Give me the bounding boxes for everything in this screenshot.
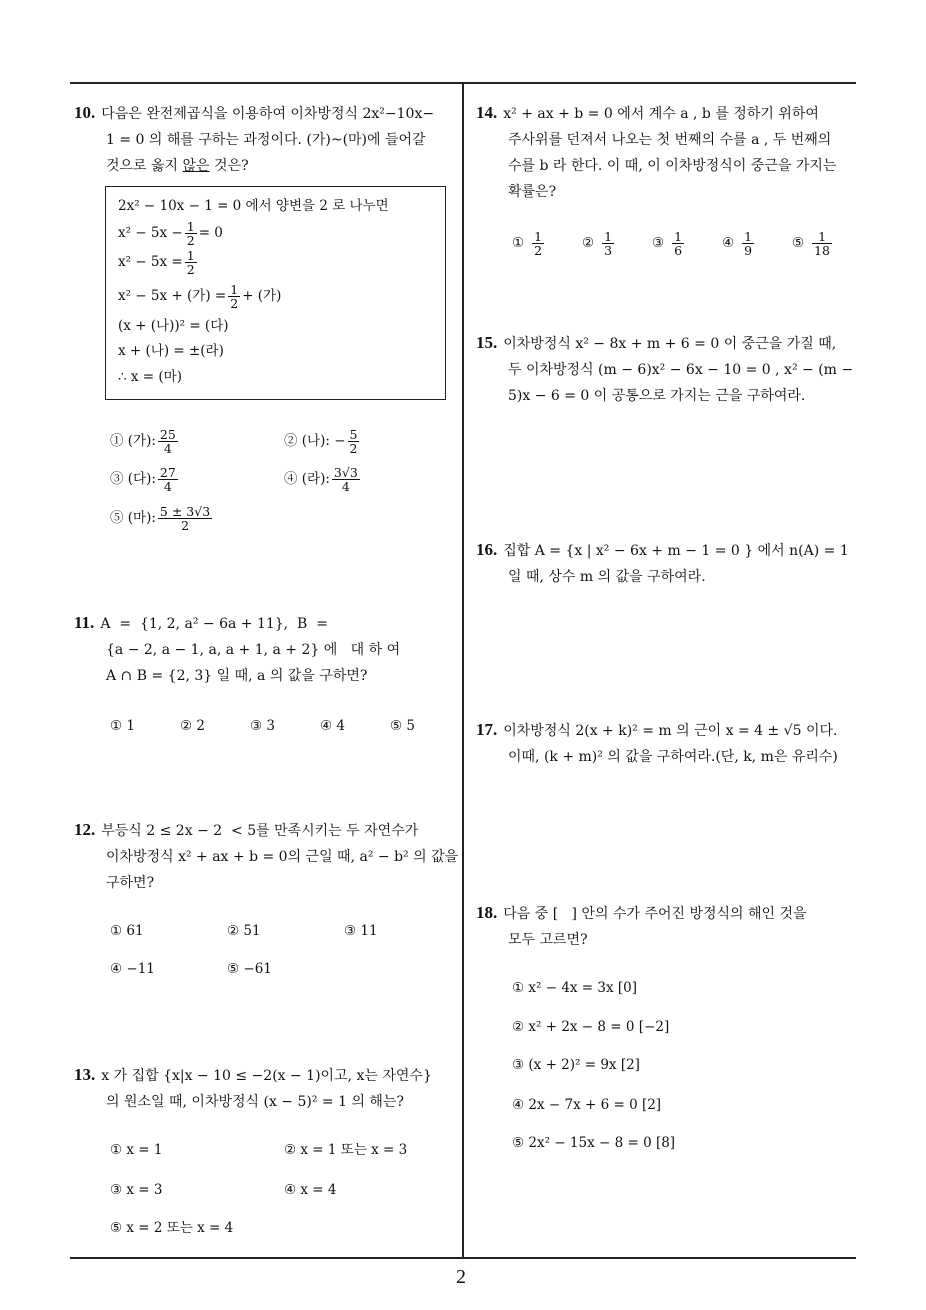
box-line: ∴ x = (마) — [118, 369, 182, 385]
option-1[interactable]: ① x² − 4x = 3x [0] — [512, 980, 638, 996]
option-4[interactable]: ④ −11 — [110, 961, 155, 977]
option-3[interactable]: ③ 3 — [250, 718, 275, 734]
option-2[interactable]: ② $\frac{1}{3}$ — [582, 229, 613, 258]
option-1[interactable]: ① $\frac{1}{2}$ — [512, 229, 543, 258]
question-text: 다음 중 [ ] 안의 수가 주어진 방정식의 해인 것을 — [503, 906, 807, 922]
option-2[interactable]: ② x = 1 또는 x = 3 — [284, 1142, 408, 1158]
question-13 — [74, 1062, 456, 1115]
box-line: x² − 5x = $\frac{1}{2}$ — [118, 248, 195, 277]
option-5[interactable]: ⑤ x = 2 또는 x = 4 — [110, 1220, 234, 1236]
question-11 — [74, 610, 456, 689]
question-text: 일 때, 상수 m 의 값을 구하여라. — [508, 569, 706, 585]
option-4[interactable]: ④ 2x − 7x + 6 = 0 [2] — [512, 1097, 662, 1113]
question-text: 모두 고르면? — [508, 932, 588, 948]
option-3[interactable]: ③ (다): $\frac{27}{4}$ — [110, 465, 176, 494]
question-17 — [476, 717, 860, 770]
option-5[interactable]: ⑤ −61 — [227, 961, 272, 977]
question-number: 16. — [476, 540, 498, 559]
question-text: 것은? — [209, 158, 249, 174]
bottom-rule — [70, 1257, 856, 1259]
question-text: A = {1, 2, a² − 6a + 11}, B = — [100, 616, 328, 632]
option-5[interactable]: ⑤ 2x² − 15x − 8 = 0 [8] — [512, 1135, 676, 1151]
option-2[interactable]: ② x² + 2x − 8 = 0 [−2] — [512, 1019, 670, 1035]
option-4[interactable]: ④ 4 — [320, 718, 345, 734]
question-text: 집합 A = {x | x² − 6x + m − 1 = 0 } 에서 n(A) = 1 — [503, 543, 849, 559]
question-text: 1 = 0 의 해를 구하는 과정이다. (가)~(마)에 들어갈 — [106, 132, 426, 148]
option-5[interactable]: ⑤ (마): $\frac{5 \pm 3√3}{2}$ — [110, 504, 211, 533]
question-12 — [74, 817, 459, 896]
question-text: 부등식 2 ≤ 2x − 2 < 5를 만족시키는 두 자연수가 — [101, 823, 419, 839]
question-text: 확률은? — [508, 184, 557, 200]
box-line: x + (나) = ±(라) — [118, 343, 224, 359]
option-3[interactable]: ③ $\frac{1}{6}$ — [652, 229, 683, 258]
question-text: x 가 집합 {x|x − 10 ≤ −2(x − 1)이고, x는 자연수} — [101, 1068, 432, 1084]
question-number: 13. — [74, 1065, 96, 1084]
option-4[interactable]: ④ x = 4 — [284, 1182, 337, 1198]
question-text: 구하면? — [106, 875, 155, 891]
column-divider — [462, 82, 464, 1258]
option-3[interactable]: ③ (x + 2)² = 9x [2] — [512, 1057, 640, 1073]
option-1[interactable]: ① (가): $\frac{25}{4}$ — [110, 427, 176, 456]
question-number: 17. — [476, 720, 498, 739]
question-text: 이차방정식 x² − 8x + m + 6 = 0 이 중근을 가질 때, — [503, 336, 837, 352]
question-text: 수를 b 라 한다. 이 때, 이 이차방정식이 중근을 가지는 — [508, 158, 837, 174]
underlined-word: 않은 — [182, 158, 210, 174]
option-1[interactable]: ① 61 — [110, 923, 144, 939]
option-3[interactable]: ③ 11 — [344, 923, 378, 939]
option-4[interactable]: ④ (라): $\frac{3√3}{4}$ — [284, 465, 358, 494]
question-text: 다음은 완전제곱식을 이용하여 이차방정식 2x²−10x− — [101, 106, 435, 122]
question-number: 15. — [476, 333, 498, 352]
question-14 — [476, 100, 860, 205]
question-number: 14. — [476, 103, 498, 122]
question-text: 의 원소일 때, 이차방정식 (x − 5)² = 1 의 해는? — [106, 1094, 404, 1110]
question-15 — [476, 330, 860, 409]
question-text: 것으로 옳지 — [106, 158, 183, 174]
question-text: 이차방정식 x² + ax + b = 0의 근일 때, a² − b² 의 값을 — [106, 849, 459, 865]
box-line: x² − 5x + (가) = $\frac{1}{2}$ + (가) — [118, 282, 282, 311]
option-5[interactable]: ⑤ $\frac{1}{18}$ — [792, 229, 831, 258]
option-4[interactable]: ④ $\frac{1}{9}$ — [722, 229, 753, 258]
box-line: x² − 5x − $\frac{1}{2}$ = 0 — [118, 219, 223, 248]
question-text: 이차방정식 2(x + k)² = m 의 근이 x = 4 ± √5 이다. — [503, 723, 838, 739]
option-5[interactable]: ⑤ 5 — [390, 718, 415, 734]
option-2[interactable]: ② (나): − $\frac{5}{2}$ — [284, 427, 358, 456]
question-18 — [476, 900, 860, 953]
question-number: 18. — [476, 903, 498, 922]
option-2[interactable]: ② 2 — [180, 718, 205, 734]
question-text: 두 이차방정식 (m − 6)x² − 6x − 10 = 0 , x² − (m − — [508, 362, 854, 378]
question-text: x² + ax + b = 0 에서 계수 a , b 를 정하기 위하여 — [503, 106, 819, 122]
question-10 — [74, 100, 454, 179]
option-3[interactable]: ③ x = 3 — [110, 1182, 163, 1198]
option-1[interactable]: ① 1 — [110, 718, 135, 734]
question-text: {a − 2, a − 1, a, a + 1, a + 2} 에 대 하 여 — [106, 642, 401, 658]
solution-box — [105, 186, 446, 400]
question-16 — [476, 537, 860, 590]
box-line: 2x² − 10x − 1 = 0 에서 양변을 2 로 나누면 — [118, 198, 389, 214]
box-line: (x + (나))² = (다) — [118, 318, 229, 334]
page-number: 2 — [456, 1266, 466, 1288]
question-number: 10. — [74, 103, 96, 122]
option-2[interactable]: ② 51 — [227, 923, 261, 939]
question-text: 주사위를 던져서 나오는 첫 번째의 수를 a , 두 번째의 — [508, 132, 832, 148]
question-text: A ∩ B = {2, 3} 일 때, a 의 값을 구하면? — [106, 668, 368, 684]
option-1[interactable]: ① x = 1 — [110, 1142, 163, 1158]
question-number: 12. — [74, 820, 96, 839]
question-number: 11. — [74, 613, 95, 632]
question-text: 5)x − 6 = 0 이 공통으로 가지는 근을 구하여라. — [508, 388, 806, 404]
question-text: 이때, (k + m)² 의 값을 구하여라.(단, k, m은 유리수) — [508, 749, 838, 765]
